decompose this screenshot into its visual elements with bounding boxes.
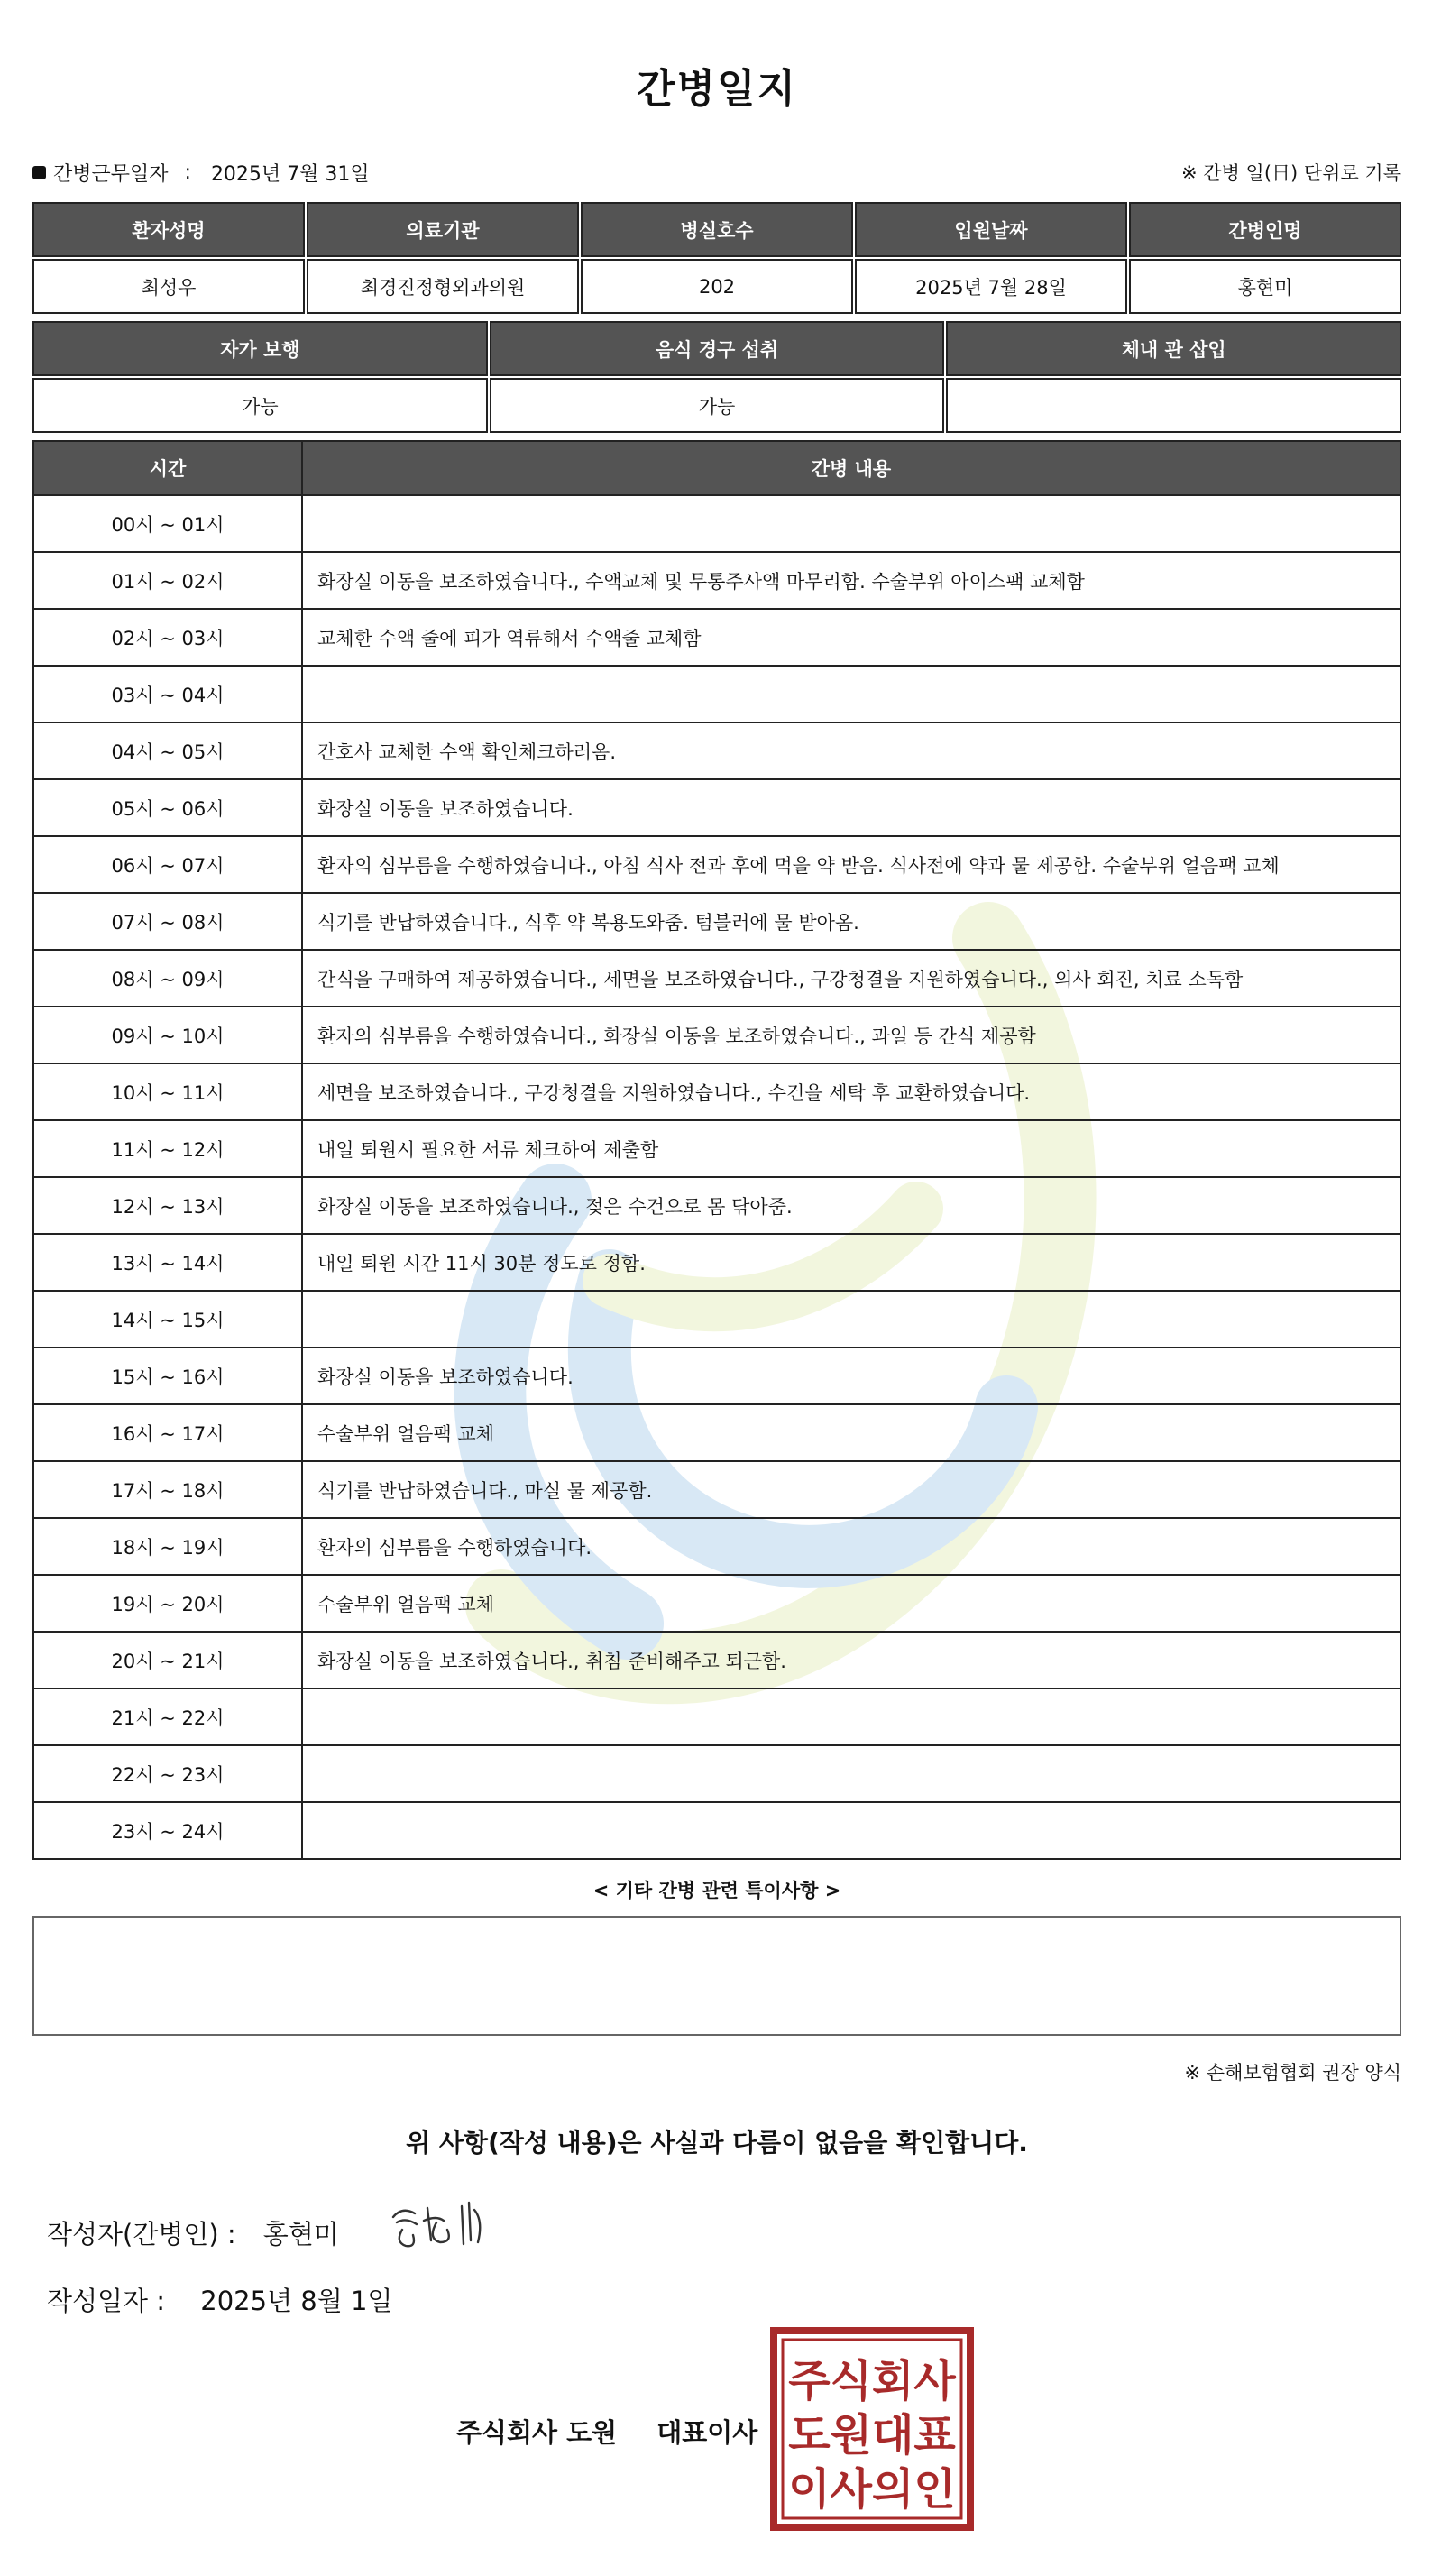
care-log-time: 21시 ~ 22시	[32, 1689, 303, 1746]
notes-label: < 기타 간병 관련 특이사항 >	[592, 1880, 841, 1901]
company-seal-stamp	[770, 2327, 974, 2531]
care-log-row	[32, 1235, 1401, 1292]
time-header: 시간	[32, 440, 303, 496]
care-log-row	[32, 496, 1401, 553]
care-log-time: 00시 ~ 01시	[32, 496, 303, 553]
care-log-content: 화장실 이동을 보조하였습니다., 수액교체 및 무통주사액 마무리함. 수술부위 아이스팩 교체함	[303, 553, 1401, 610]
written-date-value: 2025년 8월 1일	[200, 2286, 393, 2316]
care-log-body	[32, 496, 1401, 1860]
care-log-row	[32, 951, 1401, 1007]
work-date-value: 2025년 7월 31일	[210, 163, 370, 186]
care-log-row	[32, 1007, 1401, 1064]
recommendation-note: ※ 손해보험협회 권장 양식	[1184, 2062, 1401, 2084]
care-log-row	[32, 1633, 1401, 1689]
care-log-row	[32, 1121, 1401, 1178]
care-log-time: 05시 ~ 06시	[32, 780, 303, 837]
room-number-value: 202	[581, 259, 853, 314]
care-log-time: 11시 ~ 12시	[32, 1121, 303, 1178]
care-log-header-row	[32, 440, 1401, 496]
care-log-row	[32, 1576, 1401, 1633]
tube-insertion-header: 체내 관 삽입	[946, 321, 1401, 376]
care-log-content: 세면을 보조하였습니다., 구강청결을 지원하였습니다., 수건을 세탁 후 교환하였습니다.	[303, 1064, 1401, 1121]
care-log-content	[303, 1746, 1401, 1803]
care-log-time: 12시 ~ 13시	[32, 1178, 303, 1235]
care-log-time: 19시 ~ 20시	[32, 1576, 303, 1633]
care-log-content: 환자의 심부름을 수행하였습니다., 아침 식사 전과 후에 먹을 약 받음. 식사전에 약과 물 제공함. 수술부위 얼음팩 교체	[303, 837, 1401, 894]
care-log-content: 수술부위 얼음팩 교체	[303, 1405, 1401, 1462]
work-date-separator: :	[184, 161, 191, 184]
notes-box	[32, 1916, 1401, 2036]
company-row	[456, 2413, 757, 2450]
care-log-row	[32, 1689, 1401, 1746]
admission-date-header: 입원날짜	[855, 202, 1127, 257]
care-log-time: 20시 ~ 21시	[32, 1633, 303, 1689]
care-log-row	[32, 1746, 1401, 1803]
tube-insertion-value	[946, 378, 1401, 433]
oral-intake-header: 음식 경구 섭취	[490, 321, 945, 376]
care-log-time: 17시 ~ 18시	[32, 1462, 303, 1519]
care-log-time: 10시 ~ 11시	[32, 1064, 303, 1121]
care-log-time: 14시 ~ 15시	[32, 1292, 303, 1348]
care-log-content: 화장실 이동을 보조하였습니다.	[303, 1348, 1401, 1405]
care-log-content: 식기를 반납하였습니다., 식후 약 복용도와줌. 텀블러에 물 받아옴.	[303, 894, 1401, 951]
room-number-header: 병실호수	[581, 202, 853, 257]
care-log-time: 18시 ~ 19시	[32, 1519, 303, 1576]
care-log-row	[32, 723, 1401, 780]
care-log-row	[32, 1462, 1401, 1519]
confirmation-statement: 위 사항(작성 내용)은 사실과 다름이 없음을 확인합니다.	[406, 2128, 1028, 2157]
care-log-time: 23시 ~ 24시	[32, 1803, 303, 1860]
care-log-row	[32, 894, 1401, 951]
company-title: 대표이사	[656, 2417, 758, 2448]
care-log-row	[32, 1405, 1401, 1462]
unit-note: ※ 간병 일(日) 단위로 기록	[1181, 162, 1401, 184]
company-name: 주식회사 도원	[456, 2417, 618, 2448]
care-log-content: 교체한 수액 줄에 피가 역류해서 수액줄 교체함	[303, 610, 1401, 667]
square-bullet-icon	[32, 166, 46, 179]
patient-name-header: 환자성명	[32, 202, 305, 257]
care-log-content: 수술부위 얼음팩 교체	[303, 1576, 1401, 1633]
care-log-time: 03시 ~ 04시	[32, 667, 303, 723]
care-log-time: 07시 ~ 08시	[32, 894, 303, 951]
content-header: 간병 내용	[303, 440, 1401, 496]
care-log-content	[303, 1689, 1401, 1746]
care-log-row	[32, 1803, 1401, 1860]
care-log-content: 환자의 심부름을 수행하였습니다., 화장실 이동을 보조하였습니다., 과일 등 간식 제공함	[303, 1007, 1401, 1064]
writer-row	[47, 2214, 339, 2251]
care-log-content	[303, 1292, 1401, 1348]
care-log-time: 15시 ~ 16시	[32, 1348, 303, 1405]
care-log-content: 화장실 이동을 보조하였습니다.	[303, 780, 1401, 837]
care-log-row	[32, 780, 1401, 837]
walking-value: 가능	[32, 378, 488, 433]
care-log-row	[32, 1064, 1401, 1121]
handwritten-signature	[384, 2190, 528, 2262]
care-log-time: 13시 ~ 14시	[32, 1235, 303, 1292]
hospital-value: 최경진정형외과의원	[307, 259, 579, 314]
walking-header: 자가 보행	[32, 321, 488, 376]
work-date-row	[32, 159, 1401, 189]
care-log-time: 16시 ~ 17시	[32, 1405, 303, 1462]
care-log-content	[303, 1803, 1401, 1860]
care-log-time: 06시 ~ 07시	[32, 837, 303, 894]
care-log-content: 내일 퇴원시 필요한 서류 체크하여 제출함	[303, 1121, 1401, 1178]
care-log-time: 22시 ~ 23시	[32, 1746, 303, 1803]
care-log-row	[32, 553, 1401, 610]
patient-info-table	[32, 202, 1401, 314]
care-log-time: 01시 ~ 02시	[32, 553, 303, 610]
hospital-header: 의료기관	[307, 202, 579, 257]
care-log-content: 화장실 이동을 보조하였습니다., 취침 준비해주고 퇴근함.	[303, 1633, 1401, 1689]
work-date-label: 간병근무일자	[53, 163, 169, 186]
care-log-content: 환자의 심부름을 수행하였습니다.	[303, 1519, 1401, 1576]
care-log-content: 간호사 교체한 수액 확인체크하러옴.	[303, 723, 1401, 780]
caregiver-name-value: 홍현미	[1129, 259, 1401, 314]
page-title: 간병일지	[636, 66, 797, 112]
care-log-row	[32, 1519, 1401, 1576]
care-log-time: 04시 ~ 05시	[32, 723, 303, 780]
svg-text:도원대표: 도원대표	[788, 2410, 956, 2461]
care-log-content: 화장실 이동을 보조하였습니다., 젖은 수건으로 몸 닦아줌.	[303, 1178, 1401, 1235]
care-log-row	[32, 610, 1401, 667]
care-log-content: 식기를 반납하였습니다., 마실 물 제공함.	[303, 1462, 1401, 1519]
oral-intake-value: 가능	[490, 378, 945, 433]
patient-status-table	[32, 321, 1401, 433]
care-log-row	[32, 1178, 1401, 1235]
care-log-row	[32, 837, 1401, 894]
svg-text:이사의인: 이사의인	[788, 2464, 956, 2515]
care-log-content	[303, 496, 1401, 553]
care-log-time: 02시 ~ 03시	[32, 610, 303, 667]
patient-name-value: 최성우	[32, 259, 305, 314]
care-log-content: 내일 퇴원 시간 11시 30분 정도로 정함.	[303, 1235, 1401, 1292]
care-log-content: 간식을 구매하여 제공하였습니다., 세면을 보조하였습니다., 구강청결을 지원하였습니다., 의사 회진, 치료 소독함	[303, 951, 1401, 1007]
care-log-content	[303, 667, 1401, 723]
writer-name: 홍현미	[262, 2219, 339, 2249]
care-log-row	[32, 667, 1401, 723]
work-date	[32, 159, 370, 187]
care-log-time: 08시 ~ 09시	[32, 951, 303, 1007]
caregiver-name-header: 간병인명	[1129, 202, 1401, 257]
admission-date-value: 2025년 7월 28일	[855, 259, 1127, 314]
written-date-row	[47, 2281, 392, 2318]
written-date-label: 작성일자 :	[47, 2286, 166, 2316]
svg-text:주식회사: 주식회사	[788, 2356, 956, 2406]
care-log-row	[32, 1292, 1401, 1348]
care-log-row	[32, 1348, 1401, 1405]
care-log-table	[32, 440, 1401, 1860]
writer-label: 작성자(간병인) :	[47, 2219, 236, 2249]
care-log-time: 09시 ~ 10시	[32, 1007, 303, 1064]
